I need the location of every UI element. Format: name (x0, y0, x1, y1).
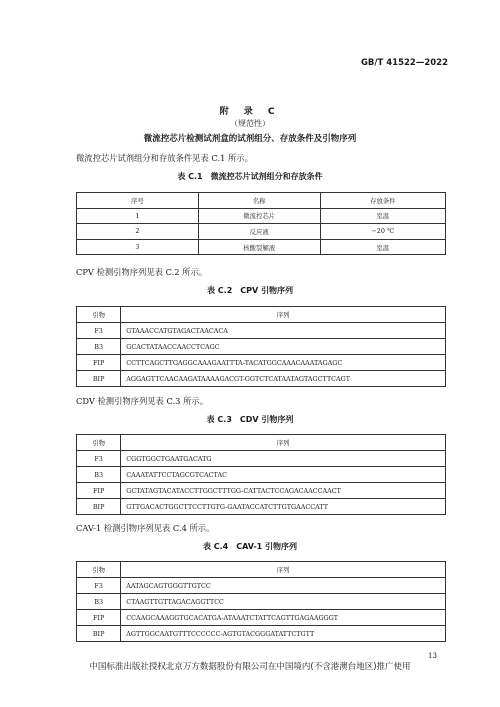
table-row (77, 239, 446, 255)
table-cell: FIP (77, 355, 121, 371)
table-cell: GTTGACACTGGCTTCCTTGTG-GAATACCATCTTGTGAACCATT (121, 499, 446, 515)
table-cell: FIP (77, 610, 121, 626)
table-header-row (77, 435, 446, 451)
column-header: 序号 (77, 193, 199, 209)
table-cell: FIP (77, 483, 121, 499)
table-row (77, 610, 446, 626)
table-header-row (77, 193, 446, 209)
table-row (77, 451, 446, 467)
table-cell: B3 (77, 594, 121, 610)
table-cell: BIP (77, 499, 121, 515)
table-c1-caption: 表 C.1 微流控芯片试剂组分和存放条件 (177, 172, 323, 181)
table-cell: F3 (77, 323, 121, 339)
table-cell: CCTTCAGCTTGAGGCAAAGAATTTA-TACATGGCAAACAAATAGAGC (121, 355, 446, 371)
table-row (77, 467, 446, 483)
column-header: 序列 (121, 307, 446, 323)
table-cell: 室温 (320, 239, 445, 255)
column-header: 序列 (121, 562, 446, 578)
table-cell: BIP (77, 371, 121, 387)
table-row (77, 626, 446, 642)
table-row (77, 483, 446, 499)
table-row (77, 594, 446, 610)
table-cell: AGGAGTTCAACAAGATAAAAGACGT-GGTCTCATAATAGTAGCTTCAGT (121, 371, 446, 387)
table-row (77, 355, 446, 371)
table-c4-caption: 表 C.4 CAV-1 引物序列 (202, 542, 298, 551)
appendix-title: 附 录 C (219, 107, 281, 117)
table-cell: 1 (77, 208, 199, 224)
appendix-heading: 微流控芯片检测试剂盒的试剂组分、存放条件及引物序列 (143, 134, 357, 144)
table-row (77, 578, 446, 594)
table-row (77, 323, 446, 339)
appendix-subtitle: （规范性） (230, 119, 270, 128)
table-cell: AATAGCAGTGGGTTGTCC (121, 578, 446, 594)
table-cell: 反应液 (198, 224, 320, 240)
table-row (77, 339, 446, 355)
table-cell: 核酸裂解液 (198, 239, 320, 255)
footer-notice: 中国标准出版社授权北京万方数据股份有限公司在中国境内(不含港澳台地区)推广使用 (89, 662, 411, 672)
table-cell: CTAAGTTGTTAGACAGGTTCC (121, 594, 446, 610)
table-cell: CCAAGCAAAGGTGCACATGA-ATAAATCTATTCAGTTGAGAAGGGT (121, 610, 446, 626)
intro-c3: CDV 检测引物序列见表 C.3 所示。 (76, 396, 208, 406)
table-c3-caption: 表 C.3 CDV 引物序列 (206, 415, 294, 424)
table-cell: AGTTGGCAATGTTTCCCCCC-AGTGTACGGGATATTCTGTT (121, 626, 446, 642)
table-row (77, 499, 446, 515)
standard-code: GB/T 41522—2022 (360, 58, 448, 68)
intro-c4: CAV-1 检测引物序列见表 C.4 所示。 (76, 523, 215, 533)
table-cell: GCACTATAACCAACCTCAGC (121, 339, 446, 355)
page-number: 13 (428, 652, 437, 660)
table-c4 (76, 561, 446, 642)
column-header: 序列 (121, 435, 446, 451)
table-c1 (76, 192, 446, 255)
table-cell: GCTATAGTACATACCTTGGCTTTGG-CATTACTCCAGACAACCAACT (121, 483, 446, 499)
table-row (77, 208, 446, 224)
table-cell: −20 ℃ (320, 224, 445, 240)
table-cell: BIP (77, 626, 121, 642)
table-cell: B3 (77, 467, 121, 483)
column-header: 存放条件 (320, 193, 445, 209)
table-cell: B3 (77, 339, 121, 355)
column-header: 名称 (198, 193, 320, 209)
table-row (77, 371, 446, 387)
table-cell: 微流控芯片 (198, 208, 320, 224)
table-cell: GTAAACCATGTAGACTAACACA (121, 323, 446, 339)
table-c2 (76, 306, 446, 387)
table-c3 (76, 434, 446, 515)
table-cell: 2 (77, 224, 199, 240)
table-cell: F3 (77, 451, 121, 467)
table-c2-caption: 表 C.2 CPV 引物序列 (207, 286, 293, 295)
table-header-row (77, 307, 446, 323)
table-cell: F3 (77, 578, 121, 594)
table-row (77, 224, 446, 240)
intro-c2: CPV 检测引物序列见表 C.2 所示。 (76, 267, 208, 277)
column-header: 引物 (77, 562, 121, 578)
table-cell: CGGTGGCTGAATGACATG (121, 451, 446, 467)
table-header-row (77, 562, 446, 578)
column-header: 引物 (77, 435, 121, 451)
table-cell: CAAATATTCCTAGCGTCACTAC (121, 467, 446, 483)
column-header: 引物 (77, 307, 121, 323)
intro-c1: 微流控芯片试剂组分和存放条件见表 C.1 所示。 (76, 153, 253, 163)
table-cell: 3 (77, 239, 199, 255)
table-cell: 室温 (320, 208, 445, 224)
